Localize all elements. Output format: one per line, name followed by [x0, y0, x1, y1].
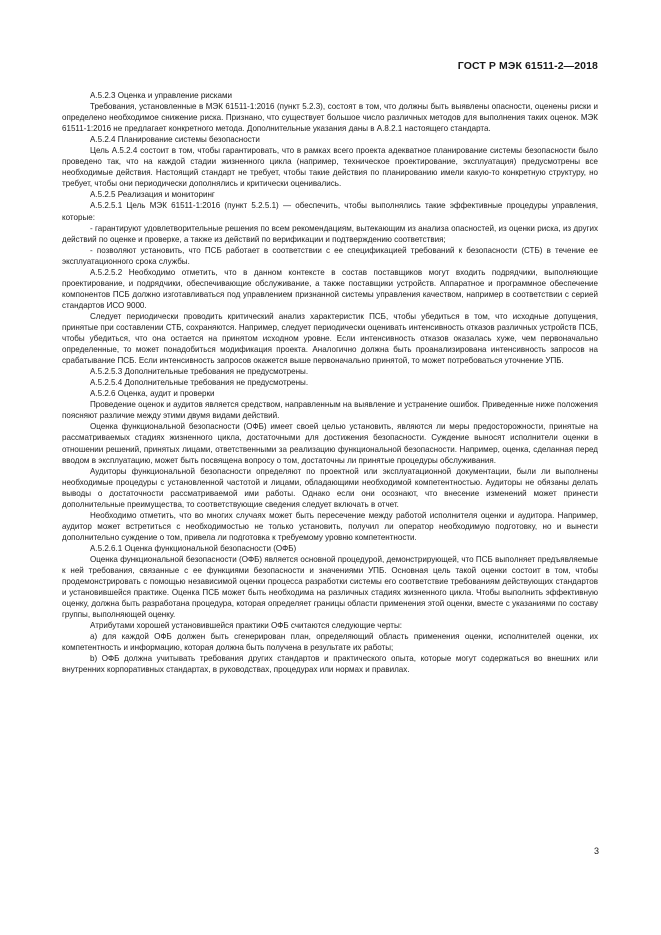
paragraph: Цель А.5.2.4 состоит в том, чтобы гарантировать, что в рамках всего проекта адекватное планирование системы безопасности было проведено так, что на каждой стадии жизненного цикла (например, техническое проектирование, эксплуатация) предусмотрены все необходимые действия. Настоящий стандарт не требует, чтобы такие действия по планированию имели какую-то конкретную структуру, но требует, чтобы они периодически дополнялись и критически оценивались.: [62, 146, 598, 189]
paragraph: А.5.2.6 Оценка, аудит и проверки: [90, 389, 215, 399]
paragraph: А.5.2.5 Реализация и мониторинг: [90, 190, 215, 200]
paragraph: А.5.2.4 Планирование системы безопасности: [90, 135, 260, 145]
paragraph: Оценка функциональной безопасности (ОФБ) имеет своей целью установить, являются ли меры предосторожности, принятые на рассматриваемых стадиях жизненного цикла, достаточными для достижения безопасности. Суждение выносят исполнители оценки в отношении решений, принятых лицами, ответственными за реализацию функциональной безопасности. Например, оценка, сделанная перед вводом в эксплуатацию, может быть посвящена вопросу о том, достаточны ли принятые процедуры обслуживания.: [62, 422, 598, 465]
standard-header: ГОСТ Р МЭК 61511-2—2018: [457, 60, 598, 72]
paragraph: Требования, установленные в МЭК 61511-1:2016 (пункт 5.2.3), состоят в том, что должны быть выявлены опасности, оценены риски и определено необходимое снижение риска. Признано, что существует большое число различных методов для выполнения таких оценок. МЭК 61511-1:2016 не предлагает конкретного метода. Дополнительные указания даны в А.8.2.1 настоящего стандарта.: [62, 102, 598, 134]
list-item: - гарантируют удовлетворительные решения по всем рекомендациям, вытекающим из анализа опасностей, из оценки риска, из других действий по оценке и проверке, а также из действий по верификации и подтверждению соответствия;: [62, 223, 598, 244]
paragraph: Проведение оценок и аудитов является средством, направленным на выявление и устранение ошибок. Приведенные ниже положения поясняют различие между этими двумя видами действий.: [62, 400, 598, 421]
list-item: - позволяют установить, что ПСБ работает в соответствии с ее спецификацией требований к безопасности (СТБ) в течение ее эксплуатационного срока службы.: [62, 245, 598, 266]
paragraph: Аудиторы функциональной безопасности определяют по проектной или эксплуатационной документации, были ли выполнены необходимые процедуры с установленной частотой и лицами, обладающими необходимой компетентностью. Аудиторы не обязаны делать выводы о достаточности рассматриваемой ими работы. Однако если они осознают, что внесение изменений может принести дополнительные преимущества, то соответствующие сведения следует включать в отчет.: [62, 466, 598, 509]
paragraph: А.5.2.5.4 Дополнительные требования не предусмотрены.: [90, 378, 309, 388]
paragraph: Оценка функциональной безопасности (ОФБ) является основной процедурой, демонстрирующей, что ПСБ выполняет предъявляемые к ней требования, связанные с ее функциями безопасности и значениями УПБ. Основная цель такой оценки состоит в том, чтобы продемонстрировать с помощью независимой оценки процесса разработки системы его соответствие требованиям действующих стандартов и установившейся практике. Оценка ПСБ может быть необходима на различных стадиях жизненного цикла. Чтобы выполнить эффективную оценку, должна быть разработана процедура, которая определяет границы области применения этой оценки, вместе с указаниями по составу группы, выполняющей оценку.: [62, 554, 598, 620]
paragraph: А.5.2.3 Оценка и управление рисками: [90, 91, 233, 100]
paragraph: А.5.2.6.1 Оценка функциональной безопасности (ОФБ): [90, 543, 297, 553]
paragraph: Атрибутами хорошей установившейся практики ОФБ считаются следующие черты:: [90, 621, 402, 631]
paragraph: А.5.2.5.2 Необходимо отметить, что в данном контексте в состав поставщиков могут входить подрядчики, выполняющие проектирование, и подрядчики, обеспечивающие обслуживание, а также поставщики устройств. Аппаратное и программное обеспечение компонентов ПСБ должно изготавливаться под управлением признанной системы управления качеством, например в соответствии с серией стандартов ИСО 9000.: [62, 267, 598, 310]
list-item: b) ОФБ должна учитывать требования других стандартов и практического опыта, которые могут содержаться во внешних или внутренних корпоративных стандартах, в руководствах, процедурах или нормах и правилах.: [62, 654, 598, 675]
paragraph: А.5.2.5.3 Дополнительные требования не предусмотрены.: [90, 367, 309, 377]
list-item: а) для каждой ОФБ должен быть сгенерирован план, определяющий область применения оценки, исполнителей оценки, их компетентность и информацию, которая должна быть получена в результате их работы;: [62, 632, 598, 653]
paragraph: А.5.2.5.1 Цель МЭК 61511-1:2016 (пункт 5.2.5.1) — обеспечить, чтобы выполнялись такие эффективные процедуры управления, которые:: [62, 201, 598, 222]
page-number: 3: [593, 846, 599, 856]
paragraph: Следует периодически проводить критический анализ характеристик ПСБ, чтобы убедиться в том, что исходные допущения, принятые при составлении СТБ, сохраняются. Например, следует периодически оценивать интенсивность отказов различных устройств ПСБ, чтобы убедиться, что она остается на принятом исходном уровне. Если интенсивность отказов оказалась хуже, чем первоначально определенные, то может понадобиться модификация проекта. Аналогично должна быть проанализирована интенсивность запросов на срабатывание ПСБ. Если интенсивность запросов окажется выше первоначально принятой, то может потребоваться уточнение УПБ.: [62, 311, 598, 366]
document-body: [62, 90, 598, 675]
paragraph: Необходимо отметить, что во многих случаях может быть пересечение между работой исполнителя оценки и аудитора. Например, аудитор может встретиться с необходимостью не только установить, получил ли оператор необходимую подготовку, но и вынести дополнительно суждение о том, привела ли подготовка к требуемому уровню компетентности.: [62, 510, 598, 542]
